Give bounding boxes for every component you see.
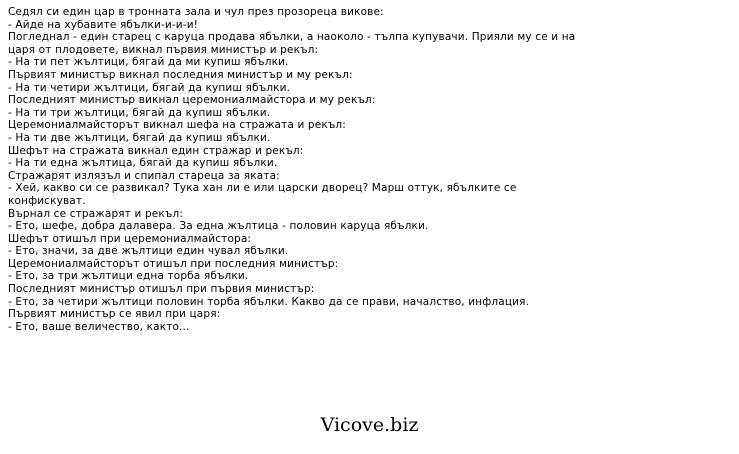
- joke-line: - На ти четири жълтици, бягай да купиш ябълки.: [8, 81, 291, 94]
- joke-line: - Ето, шефе, добра далавера. За една жълтица - половин каруца ябълки.: [8, 220, 429, 233]
- joke-line: Първият министър викнал последния министър и му рекъл:: [8, 68, 353, 81]
- joke-line: Последният министър викнал церемониалмайстора и му рекъл:: [8, 94, 376, 107]
- site-watermark: Vicove.biz: [320, 414, 419, 436]
- joke-line: Шефът на стражата викнал един стражар и рекъл:: [8, 144, 304, 157]
- joke-line: Церемониалмайсторът викнал шефа на стражата и рекъл:: [8, 119, 346, 132]
- joke-line: - Ето, за три жълтици една торба ябълки.: [8, 270, 249, 283]
- joke-line: Стражарят излязъл и спипал стареца за яката:: [8, 169, 280, 182]
- joke-line: - Хей, какво си се развикал? Тука хан ли е или царски дворец? Марш оттук, ябълките се конфискуват.: [8, 182, 520, 207]
- joke-line: - Ето, за четири жълтици половин торба ябълки. Какво да се прави, началство, инфлация.: [8, 295, 530, 308]
- joke-text: [8, 6, 588, 333]
- joke-line: - На ти пет жълтици, бягай да ми купиш ябълки.: [8, 56, 289, 69]
- joke-line: Погледнал - един старец с каруца продава ябълки, а наоколо - тълпа купувачи. Прияли му се и на царя от плодовете, викнал първия министър и рекъл:: [8, 31, 579, 56]
- joke-line: - Ето, ваше величество, както...: [8, 320, 190, 333]
- joke-line: Седял си един цар в тронната зала и чул през прозореца викове:: [8, 6, 384, 18]
- joke-line: Първият министър се явил при царя:: [8, 308, 221, 321]
- joke-line: - На ти три жълтици, бягай да купиш ябълки.: [8, 106, 271, 119]
- joke-line: Последният министър отишъл при първия министър:: [8, 283, 315, 296]
- joke-line: - Айде на хубавите ябълки-и-и-и!: [8, 18, 199, 31]
- joke-line: - На ти две жълтици, бягай да купиш ябълки.: [8, 131, 271, 144]
- joke-line: - Ето, значи, за две жълтици един чувал ябълки.: [8, 245, 289, 258]
- joke-line: Върнал се стражарят и рекъл:: [8, 207, 184, 220]
- joke-line: - На ти една жълтица, бягай да купиш ябълки.: [8, 157, 278, 170]
- joke-line: Шефът отишъл при церемониалмайстора:: [8, 232, 252, 245]
- joke-line: Церемониалмайсторът отишъл при последния министър:: [8, 257, 339, 270]
